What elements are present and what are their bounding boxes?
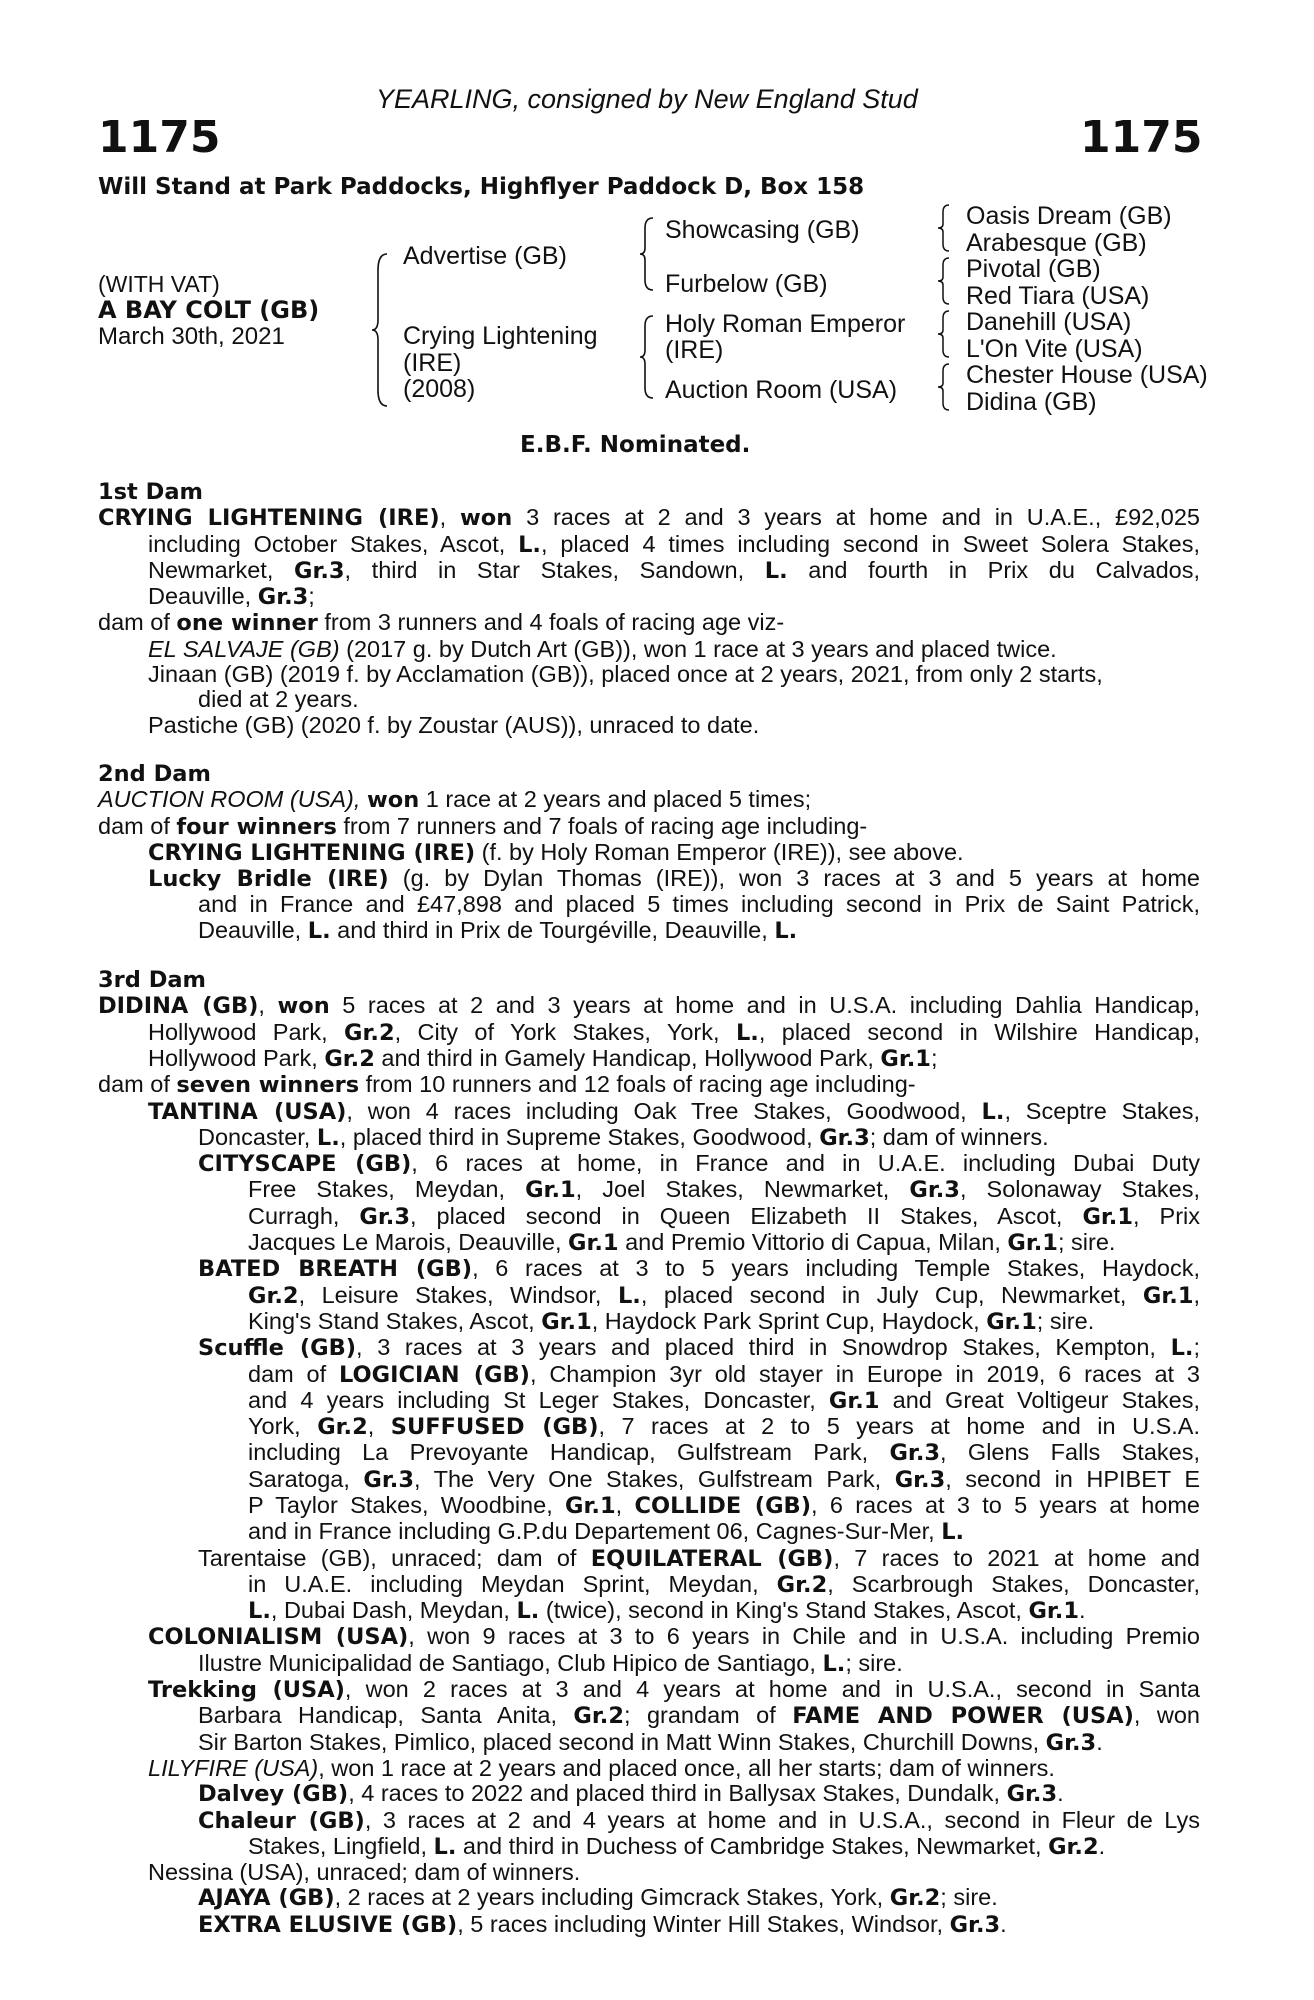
text-line: Saratoga, Gr.3, The Very One Stakes, Gulfstream Park, Gr.3, second in HPIBET E xyxy=(248,1465,1201,1493)
text-line: L., Dubai Dash, Meydan, L. (twice), second in King's Stand Stakes, Ascot, Gr.1. xyxy=(248,1597,1086,1625)
pedigree-gg2: Arabesque (GB) xyxy=(966,229,1147,257)
text-line: and in France including G.P.du Departement 06, Cagnes-Sur-Mer, L. xyxy=(248,1518,965,1546)
text-line: Stakes, Lingfield, L. and third in Duchess of Cambridge Stakes, Newmarket, Gr.2. xyxy=(248,1832,1106,1860)
text-line: Jacques Le Marois, Deauville, Gr.1 and Premio Vittorio di Capua, Milan, Gr.1; sire. xyxy=(248,1229,1116,1257)
pedigree-sire: Advertise (GB) xyxy=(403,242,567,270)
text-line: Free Stakes, Meydan, Gr.1, Joel Stakes, Newmarket, Gr.3, Solonaway Stakes, xyxy=(248,1176,1200,1204)
pedigree-dam-dam: Auction Room (USA) xyxy=(665,376,898,404)
first-dam-section xyxy=(98,480,1200,738)
text-line: Deauville, L. and third in Prix de Tourgéville, Deauville, L. xyxy=(198,916,798,944)
text-line: Nessina (USA), unraced; dam of winners. xyxy=(148,1859,581,1886)
text-line: including October Stakes, Ascot, L., placed 4 times including second in Sweet Solera Stakes, xyxy=(148,530,1200,558)
text-line: dam of seven winners from 10 runners and 12 foals of racing age including- xyxy=(98,1071,916,1099)
text-line: EXTRA ELUSIVE (GB), 5 races including Winter Hill Stakes, Windsor, Gr.3. xyxy=(198,1910,1007,1938)
text-line: King's Stand Stakes, Ascot, Gr.1, Haydock Park Sprint Cup, Haydock, Gr.1; sire. xyxy=(248,1307,1095,1335)
stabling-location: Will Stand at Park Paddocks, Highflyer Paddock D, Box 158 xyxy=(98,174,865,200)
text-line: dam of LOGICIAN (GB), Champion 3yr old stayer in Europe in 2019, 6 races at 3 xyxy=(248,1360,1200,1388)
pedigree-gg1: Oasis Dream (GB) xyxy=(966,202,1172,230)
text-line: Pastiche (GB) (2020 f. by Zoustar (AUS)), unraced to date. xyxy=(148,711,760,738)
text-line: and in France and £47,898 and placed 5 times including second in Prix de Saint Patrick, xyxy=(198,891,1200,918)
text-line: EL SALVAJE (GB) (2017 g. by Dutch Art (GB)), won 1 race at 3 years and placed twice. xyxy=(148,635,1057,662)
text-line: Deauville, Gr.3; xyxy=(148,583,315,611)
pedigree-brace-sire xyxy=(638,214,656,294)
text-line: dam of one winner from 3 runners and 4 foals of racing age viz- xyxy=(98,609,785,637)
text-line: Doncaster, L., placed third in Supreme Stakes, Goodwood, Gr.3; dam of winners. xyxy=(198,1123,1049,1151)
pedigree-brace-g4 xyxy=(936,361,952,413)
text-line: BATED BREATH (GB), 6 races at 3 to 5 years including Temple Stakes, Haydock, xyxy=(198,1255,1200,1283)
text-line: Barbara Handicap, Santa Anita, Gr.2; grandam of FAME AND POWER (USA), won xyxy=(198,1702,1201,1730)
pedigree-gg3: Pivotal (GB) xyxy=(966,255,1101,283)
catalogue-subtitle: YEARLING, consigned by New England Stud xyxy=(376,84,918,114)
text-line: Hollywood Park, Gr.2 and third in Gamely Handicap, Hollywood Park, Gr.1; xyxy=(148,1044,938,1072)
section-heading: 1st Dam xyxy=(98,479,203,505)
pedigree-sire-sire: Showcasing (GB) xyxy=(665,216,860,244)
pedigree-gg8: Didina (GB) xyxy=(966,388,1097,416)
text-line: CRYING LIGHTENING (IRE) (f. by Holy Roman Emperor (IRE)), see above. xyxy=(148,838,964,866)
vat-note: (WITH VAT) xyxy=(98,271,220,297)
text-line: LILYFIRE (USA), won 1 race at 2 years and placed once, all her starts; dam of winners. xyxy=(148,1754,1055,1781)
third-dam-section xyxy=(98,968,1200,1938)
pedigree-brace-g1 xyxy=(936,202,952,254)
text-line: DIDINA (GB), won 5 races at 2 and 3 years at home and in U.S.A. including Dahlia Handicap, xyxy=(98,992,1201,1020)
text-line: COLONIALISM (USA), won 9 races at 3 to 6 years in Chile and in U.S.A. including Premio xyxy=(148,1623,1201,1651)
pedigree-brace-dam xyxy=(638,312,656,402)
text-line: York, Gr.2, SUFFUSED (GB), 7 races at 2 to 5 years at home and in U.S.A. xyxy=(248,1413,1200,1441)
text-line: AJAYA (GB), 2 races at 2 years including Gimcrack Stakes, York, Gr.2; sire. xyxy=(198,1884,998,1912)
lot-number-right: 1175 xyxy=(1080,112,1203,163)
text-line: P Taylor Stakes, Woodbine, Gr.1, COLLIDE (GB), 6 races at 3 to 5 years at home xyxy=(248,1491,1200,1519)
text-line: in U.A.E. including Meydan Sprint, Meydan, Gr.2, Scarbrough Stakes, Doncaster, xyxy=(248,1570,1200,1598)
pedigree-brace-g3 xyxy=(936,308,952,360)
text-line: including La Prevoyante Handicap, Gulfstream Park, Gr.3, Glens Falls Stakes, xyxy=(248,1439,1200,1467)
text-line: Dalvey (GB), 4 races to 2022 and placed third in Ballysax Stakes, Dundalk, Gr.3. xyxy=(198,1780,1064,1808)
text-line: Hollywood Park, Gr.2, City of York Stakes, York, L., placed second in Wilshire Handicap, xyxy=(148,1018,1201,1046)
text-line: died at 2 years. xyxy=(198,686,359,713)
text-line: Tarentaise (GB), unraced; dam of EQUILATERAL (GB), 7 races to 2021 at home and xyxy=(198,1544,1200,1572)
pedigree-sire-dam: Furbelow (GB) xyxy=(665,270,828,298)
pedigree-dam-sire-line1: Holy Roman Emperor xyxy=(665,310,906,338)
text-line: TANTINA (USA), won 4 races including Oak Tree Stakes, Goodwood, L., Sceptre Stakes, xyxy=(148,1097,1200,1125)
text-line: CRYING LIGHTENING (IRE), won 3 races at 2 and 3 years at home and in U.A.E., £92,025 xyxy=(98,504,1200,532)
text-line: Lucky Bridle (IRE) (g. by Dylan Thomas (IRE)), won 3 races at 3 and 5 years at home xyxy=(148,865,1200,893)
pedigree-gg6: L'On Vite (USA) xyxy=(966,335,1143,363)
pedigree-gg4: Red Tiara (USA) xyxy=(966,282,1150,310)
text-line: Gr.2, Leisure Stakes, Windsor, L., placed second in July Cup, Newmarket, Gr.1, xyxy=(248,1281,1201,1309)
text-line: Sir Barton Stakes, Pimlico, placed second in Matt Winn Stakes, Churchill Downs, Gr.3. xyxy=(198,1728,1103,1756)
pedigree-gg5: Danehill (USA) xyxy=(966,308,1132,336)
horse-name: A BAY COLT (GB) xyxy=(98,296,320,324)
text-line: and 4 years including St Leger Stakes, Doncaster, Gr.1 and Great Voltigeur Stakes, xyxy=(248,1386,1200,1414)
catalogue-body xyxy=(98,480,1200,1938)
pedigree-dam-sire-line2: (IRE) xyxy=(665,336,724,364)
text-line: Curragh, Gr.3, placed second in Queen Elizabeth II Stakes, Ascot, Gr.1, Prix xyxy=(248,1202,1200,1230)
ebf-nominated: E.B.F. Nominated. xyxy=(520,432,751,458)
text-line: AUCTION ROOM (USA), won 1 race at 2 years and placed 5 times; xyxy=(98,786,812,814)
text-line: dam of four winners from 7 runners and 7 foals of racing age including- xyxy=(98,812,868,840)
pedigree-dam-line2: (IRE) xyxy=(403,349,462,377)
text-line: CITYSCAPE (GB), 6 races at home, in France and in U.A.E. including Dubai Duty xyxy=(198,1150,1200,1178)
pedigree-gg7: Chester House (USA) xyxy=(966,361,1208,389)
foaling-date: March 30th, 2021 xyxy=(98,323,285,350)
text-line: Trekking (USA), won 2 races at 3 and 4 years at home and in U.S.A., second in Santa xyxy=(148,1676,1200,1704)
lot-number-left: 1175 xyxy=(98,112,221,163)
text-line: Chaleur (GB), 3 races at 2 and 4 years at home and in U.S.A., second in Fleur de Lys xyxy=(198,1806,1201,1834)
pedigree-dam-line1: Crying Lightening xyxy=(403,322,598,350)
second-dam-section xyxy=(98,762,1200,944)
text-line: Newmarket, Gr.3, third in Star Stakes, Sandown, L. and fourth in Prix du Calvados, xyxy=(148,556,1201,584)
text-line: Jinaan (GB) (2019 f. by Acclamation (GB)), placed once at 2 years, 2021, from only 2 starts, xyxy=(148,661,1103,688)
section-heading: 3rd Dam xyxy=(98,967,206,994)
text-line: Scuffle (GB), 3 races at 3 years and placed third in Snowdrop Stakes, Kempton, L.; xyxy=(198,1334,1200,1362)
section-heading: 2nd Dam xyxy=(98,760,211,787)
pedigree-brace-g2 xyxy=(936,255,952,307)
pedigree-brace-gen1 xyxy=(370,250,390,410)
pedigree-dam-line3: (2008) xyxy=(403,375,476,403)
text-line: Ilustre Municipalidad de Santiago, Club Hipico de Santiago, L.; sire. xyxy=(198,1649,903,1677)
